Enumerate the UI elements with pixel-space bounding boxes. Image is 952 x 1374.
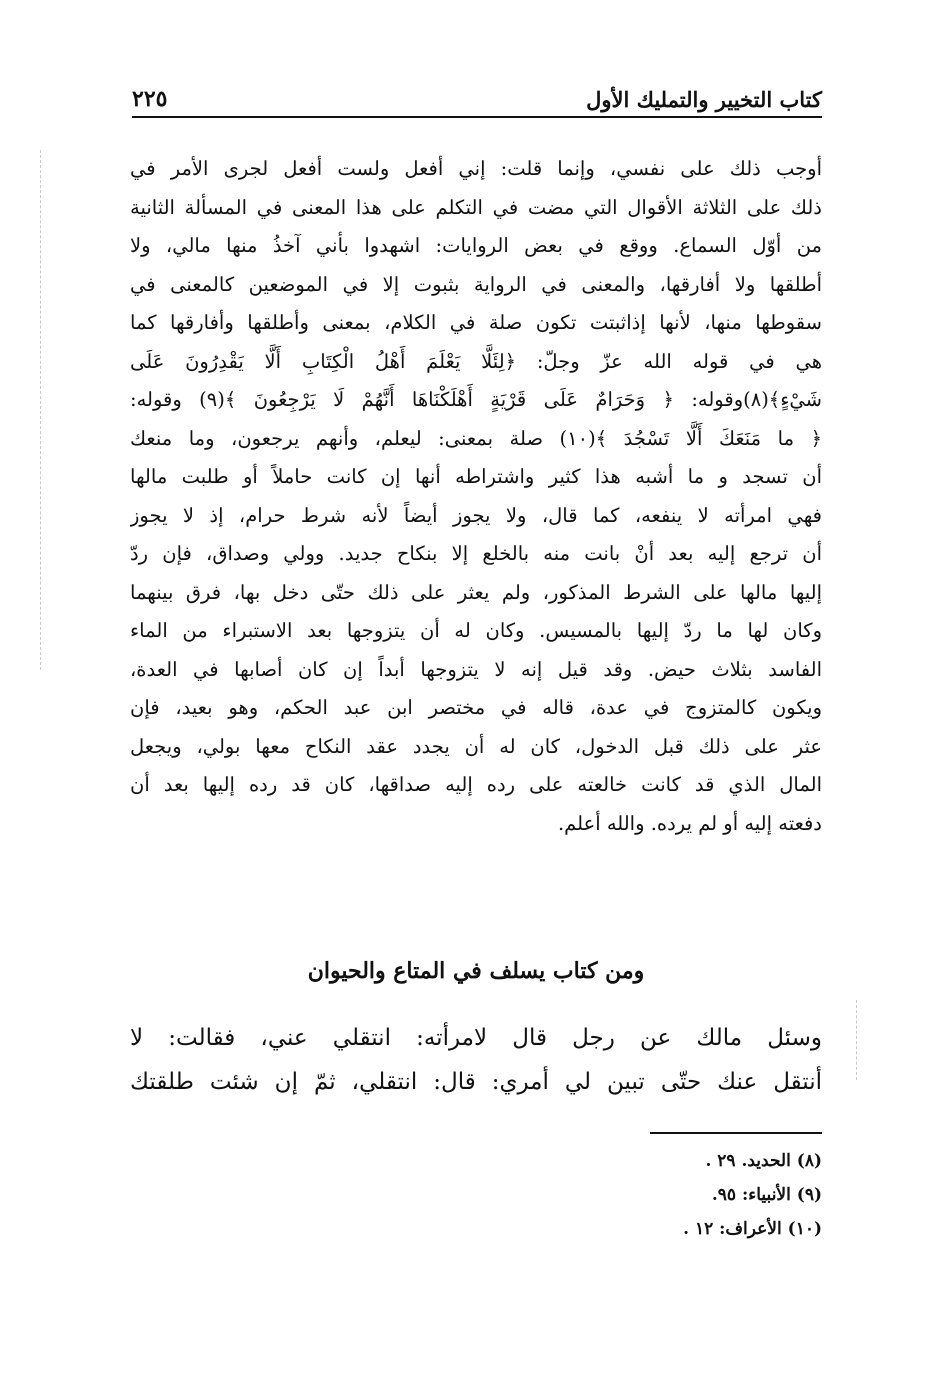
- scan-margin-mark: [40, 150, 41, 670]
- text-line: إليها مالها على الشرط المذكور، ولم يعثر على ذلك حتّى دخل بها، فرق بينهما: [130, 580, 822, 604]
- text-line: عثر على ذلك قبل الدخول، كان له أن يجدد عقد النكاح معها بولي، ويجعل: [130, 734, 822, 758]
- text-line: هي في قوله الله عزّ وجلّ: ﴿لِئَلَّا يَعْلَمَ أَهْلُ الْكِتَابِ أَلَّا يَقْدِرُونَ عَلَى: [130, 349, 822, 373]
- page-number: ٢٢٥: [132, 86, 168, 112]
- footnote: (٨) الحديد. ٢٩ .: [705, 1151, 822, 1171]
- text-line: أن تسجد و ما أشبه هذا كثير واشتراطه أنها إن كانت حاملاً أو طلبت مالها: [130, 465, 822, 488]
- text-line: وسئل مالك عن رجل قال لامرأته: انتقلي عني، فقالت: لا: [130, 1025, 822, 1051]
- section-paragraph: [130, 1016, 822, 1104]
- footnote: (١٠) الأعراف: ١٢ .: [683, 1219, 822, 1239]
- text-line: الفاسد بثلاث حيض. وقد قيل إنه لا يتزوجها أبداً إن كان أصابها في العدة،: [130, 657, 822, 681]
- text-line: دفعته إليه أو لم يرده. والله أعلم.: [557, 811, 822, 835]
- footnotes: [560, 1144, 822, 1246]
- section-heading: ومن كتاب يسلف في المتاع والحيوان: [307, 958, 645, 984]
- footnote: (٩) الأنبياء: ٩٥.: [711, 1185, 822, 1205]
- text-line: فهي امرأته لا ينفعه، كما قال، ولا يجوز أيضاً لأنه شرط حرام، إذ لا يجوز: [130, 503, 822, 527]
- text-line: أنتقل عنك حتّى تبين لي أمري: قال: انتقلي، ثمّ إن شئت طلقتك: [130, 1069, 822, 1095]
- text-line: وكان لها ما ردّ إليها بالمسيس. وكان له أن يتزوجها بعد الاستبراء من الماء: [130, 619, 822, 642]
- text-line: ﴿ ما مَنَعَكَ أَلَّا تَسْجُدَ ﴾(١٠) صلة بمعنى: ليعلم، وأنهم يرجعون، وما منعك: [130, 426, 822, 450]
- footnote-divider: [650, 1132, 822, 1134]
- text-line: شَيْءٍ﴾(٨)وقوله: ﴿ وَحَرَامٌ عَلَى قَرْيَةٍ أَهْلَكْنَاهَا أَنَّهُمْ لَا يَرْجِعُونَ ﴾(٩) وقوله:: [130, 388, 822, 411]
- main-paragraph: [130, 150, 822, 843]
- text-line: ويكون كالمتزوج في عدة، قاله في مختصر ابن عبد الحكم، وهو بعيد، فإن: [130, 696, 822, 719]
- text-line: ذلك على الثلاثة الأقوال التي مضت في التكلم على هذا المعنى في المسألة الثانية: [130, 195, 822, 219]
- text-line: سقوطها منها، لأنها إذاثبتت تكون صلة في الكلام، بمعنى وأطلقها وأفارقها كما: [130, 311, 822, 334]
- text-line: أطلقها ولا أفارقها، والمعنى في الرواية بثبوت إلا في الموضعين كالمعنى في: [130, 272, 822, 296]
- page-header: [132, 84, 822, 118]
- text-line: من أوّل السماع. ووقع في بعض الروايات: اشهدوا بأني آخذُ منها مالي، ولا: [130, 234, 822, 257]
- running-title: كتاب التخيير والتمليك الأول: [586, 87, 822, 112]
- scan-margin-mark: [856, 1000, 857, 1080]
- text-line: المال الذي قد كانت خالعته على رده إليه صداقها، كان قد رده إليها بعد أن: [130, 773, 822, 796]
- text-line: أوجب ذلك على نفسي، وإنما قلت: إني أفعل ولست أفعل لجرى الأمر في: [130, 157, 822, 180]
- text-line: أن ترجع إليه بعد أنْ بانت منه بالخلع إلا بنكاح جديد. وولي وصداق، فإن ردّ: [130, 542, 822, 565]
